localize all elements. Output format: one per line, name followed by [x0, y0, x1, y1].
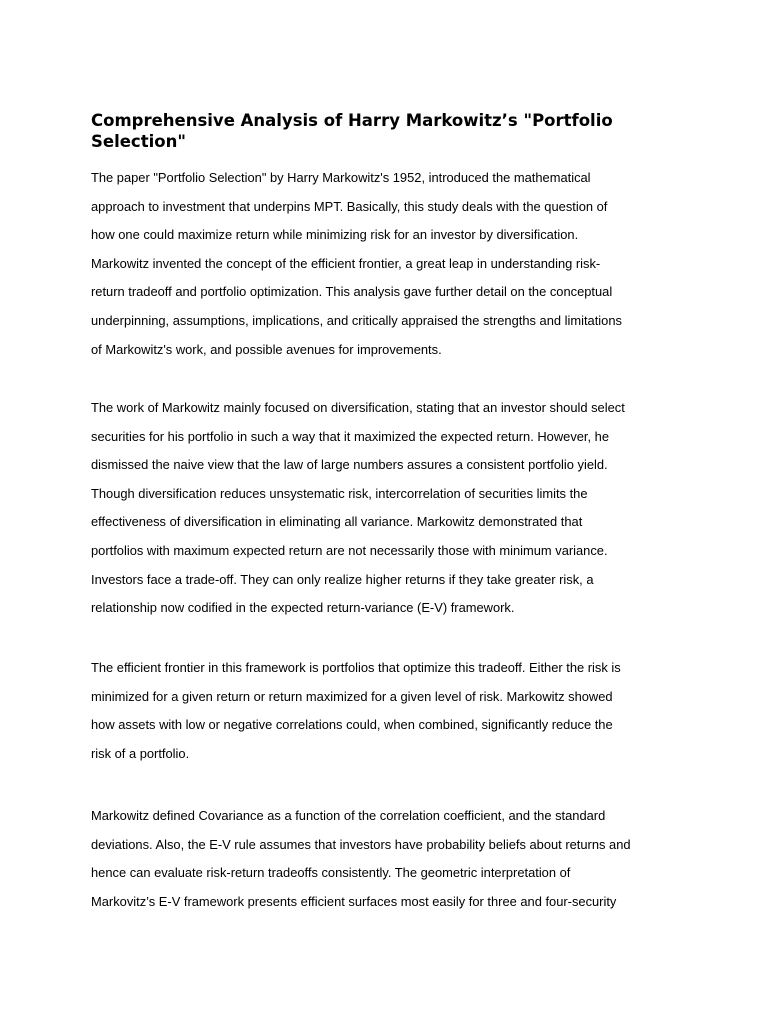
- paragraph-line: Though diversification reduces unsystematic risk, intercorrelation of securities limits the: [91, 485, 588, 501]
- paragraph-line: Investors face a trade-off. They can only realize higher returns if they take greater risk, a: [91, 571, 594, 587]
- paragraph-covariance: [91, 802, 691, 916]
- paragraph-line: Markowitz defined Covariance as a function of the correlation coefficient, and the standard: [91, 808, 606, 823]
- paragraph-line: relationship now codified in the expected return-variance (E-V) framework.: [91, 600, 515, 616]
- paragraph-line: Markowitz invented the concept of the efficient frontier, a great leap in understanding risk-: [91, 255, 601, 271]
- paragraph-efficient-frontier: [91, 654, 691, 768]
- paragraph-line: how one could maximize return while minimizing risk for an investor by diversification.: [91, 227, 579, 243]
- paragraph-line: securities for his portfolio in such a way that it maximized the expected return. However, he: [91, 428, 610, 444]
- paragraph-intro: [91, 164, 691, 364]
- paragraph-diversification: [91, 394, 691, 623]
- paragraph-line: dismissed the naive view that the law of large numbers assures a consistent portfolio yield.: [91, 457, 608, 473]
- paragraph-line: Markovitz’s E-V framework presents efficient surfaces most easily for three and four-security: [91, 893, 617, 909]
- paragraph-line: The efficient frontier in this framework is portfolios that optimize this tradeoff. Either the risk is: [91, 660, 621, 675]
- paragraph-line: deviations. Also, the E-V rule assumes that investors have probability beliefs about returns and: [91, 836, 631, 852]
- paragraph-line: hence can evaluate risk-return tradeoffs consistently. The geometric interpretation of: [91, 865, 571, 881]
- paragraph-line: The paper "Portfolio Selection" by Harry Markowitz's 1952, introduced the mathematical: [91, 170, 591, 185]
- paragraph-line: underpinning, assumptions, implications, and critically appraised the strengths and limitations: [91, 312, 622, 328]
- paragraph-line: risk of a portfolio.: [91, 745, 190, 761]
- paragraph-line: portfolios with maximum expected return are not necessarily those with minimum variance.: [91, 542, 608, 558]
- paragraph-line: The work of Markowitz mainly focused on diversification, stating that an investor should select: [91, 400, 625, 415]
- paragraph-line: minimized for a given return or return maximized for a given level of risk. Markowitz showed: [91, 688, 613, 704]
- paragraph-line: approach to investment that underpins MPT. Basically, this study deals with the question of: [91, 198, 608, 214]
- paragraph-line: of Markowitz's work, and possible avenues for improvements.: [91, 341, 442, 357]
- document-title: Comprehensive Analysis of Harry Markowitz’s "Portfolio Selection": [91, 111, 613, 151]
- paragraph-line: how assets with low or negative correlations could, when combined, significantly reduce the: [91, 717, 613, 733]
- paragraph-line: effectiveness of diversification in eliminating all variance. Markowitz demonstrated that: [91, 514, 583, 530]
- paragraph-line: return tradeoff and portfolio optimization. This analysis gave further detail on the conceptual: [91, 284, 613, 300]
